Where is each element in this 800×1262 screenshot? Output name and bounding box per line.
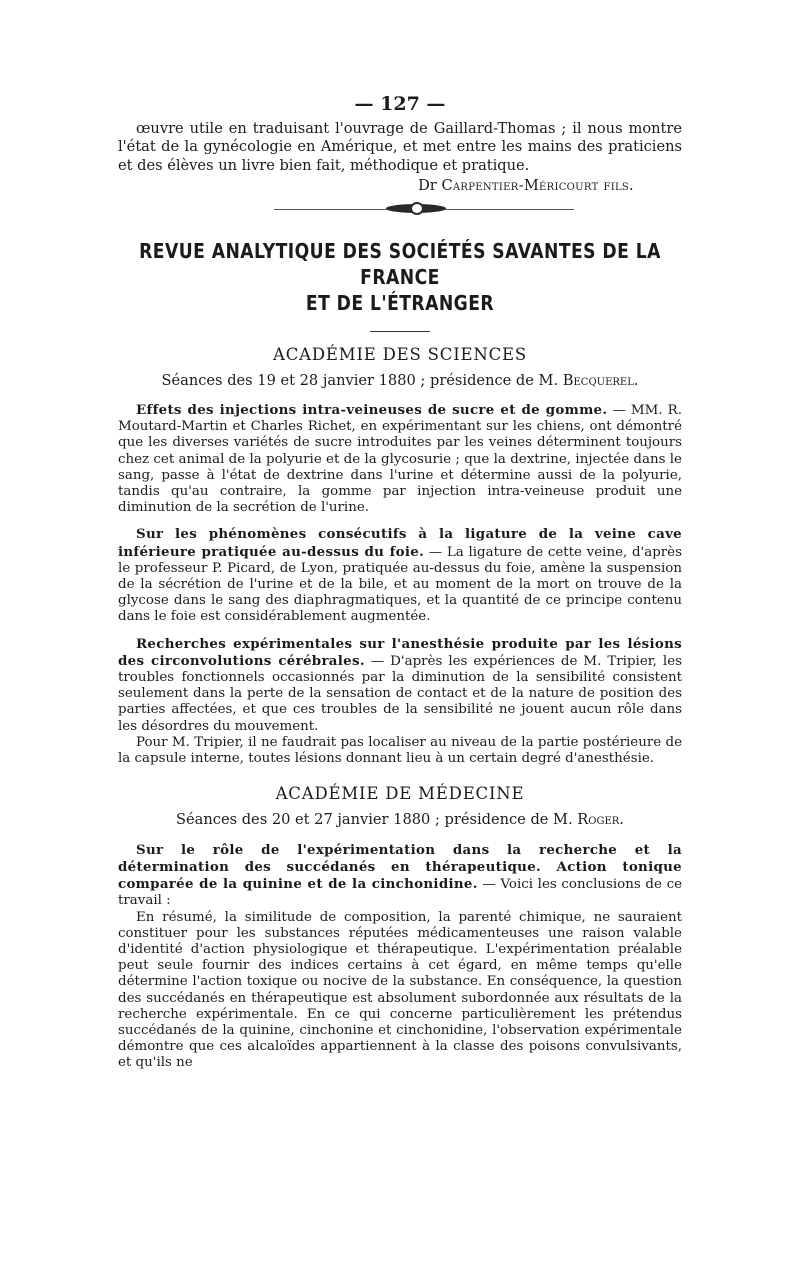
article-3 xyxy=(118,636,682,768)
section-title-line1: REVUE ANALYTIQUE DES SOCIÉTÉS SAVANTES DE LA FRANCE xyxy=(139,238,661,289)
academie-medecine-heading: ACADÉMIE DE MÉDECINE xyxy=(275,784,525,804)
signature-prefix: Dr xyxy=(418,177,437,195)
article-title: Sur les phénomènes consécutifs à la ligature de la veine cave inférieure pratiquée au-dessus du foie. xyxy=(118,526,682,560)
ornament-center xyxy=(410,202,424,215)
signature-name: Carpentier-Méricourt fils. xyxy=(441,177,634,195)
article-1 xyxy=(118,402,682,516)
article-body: — D'après les expériences de M. Tripier, les troubles fonctionnels occasionnés par la diminution de la sensibilité consistent seulement dans la perte de la sensation de contact et de la nature de position des parties affectées, et que ces troubles de la sensibilité ne jouent aucun rôle dans les désordres du mouvement. xyxy=(118,653,682,734)
article-body-continued: En résumé, la similitude de composition, la parenté chimique, ne sauraient constituer pour les substances réputées médicamenteuses une raison valable d'identité d'action physiologique et thérapeutique. L'expérimentation préalable peut seule fournir des indices certains à cet égard, en même temps qu'elle détermine l'action toxique ou nocive de la substance. En conséquence, la question des succédanés en thérapeutique est absolument subordonnée aux résultats de la recherche expérimentale. En ce qui concerne particulièrement les prétendus succédanés de la quinine, cinchonine et cinchonidine, l'observation expérimentale démontre que ces alcaloïdes appartiennent à la classe des poisons convulsivants, et qu'ils ne xyxy=(118,909,682,1071)
page-number: — 127 — xyxy=(354,93,446,115)
ornament-divider xyxy=(118,196,682,224)
article-body: — MM. R. Moutard-Martin et Charles Richet, en expérimentant sur les chiens, ont démontré que les diverses variétés de sucre introduites par les veines déterminent toujours chez cet animal de la polyurie et de la glycosurie ; que la dextrine, injectée dans le sang, passe à l'état de dextrine dans l'urine et détermine aussi de la polyurie, tandis qu'au contraire, la gomme par injection intra-veineuse produit une diminution de la secrétion de l'urine. xyxy=(118,403,683,516)
article-2 xyxy=(118,526,682,625)
section-title-line2: ET DE L'ÉTRANGER xyxy=(305,290,495,315)
document-page xyxy=(118,88,682,1082)
section-title xyxy=(123,238,677,316)
seance-text: Séances des 20 et 27 janvier 1880 ; présidence de M. xyxy=(176,811,573,829)
article-title: Effets des injections intra-veineuses de sucre et de gomme. xyxy=(136,402,608,419)
academie-sciences-heading: ACADÉMIE DES SCIENCES xyxy=(273,344,527,364)
seance-president: Roger. xyxy=(577,811,624,829)
article-body-continued: Pour M. Tripier, il ne faudrait pas localiser au niveau de la partie postérieure de la capsule interne, toutes lésions donnant lieu à un certain degré d'anesthésie. xyxy=(118,734,682,767)
intro-paragraph: œuvre utile en traduisant l'ouvrage de Gaillard-Thomas ; il nous montre l'état de la gynécologie en Amérique, et met entre les mains des praticiens et des élèves un livre bien fait, méthodique et pratique. xyxy=(118,120,682,174)
seance-president: Becquerel. xyxy=(562,371,639,389)
article-4 xyxy=(118,842,682,1072)
academie-medecine-seance xyxy=(118,811,682,829)
academie-sciences-seance xyxy=(118,372,682,390)
seance-text: Séances des 19 et 28 janvier 1880 ; présidence de M. xyxy=(161,371,559,389)
article-body: — La ligature de cette veine, d'après le professeur P. Picard, de Lyon, pratiquée au-dessus du foie, amène la suspension de la sécrétion de l'urine et de la bile, et au moment de la mort on trouve de la glycose dans le sang des diaphragmatiques, et la quantité de ce principe contenu dans le foie est considérablement augmentée. xyxy=(118,544,682,625)
article-title: Sur le rôle de l'expérimentation dans la recherche et la détermination des succédanés en thérapeutique. Action tonique comparée de la quinine et de la cinchonidine. xyxy=(118,841,682,893)
article-title: Recherches expérimentales sur l'anesthésie produite par les lésions des circonvolutions cérébrales. xyxy=(118,635,682,669)
article-body: — Voici les conclusions de ce travail : xyxy=(118,877,683,909)
divider-rule xyxy=(370,331,430,332)
signature xyxy=(118,177,634,195)
